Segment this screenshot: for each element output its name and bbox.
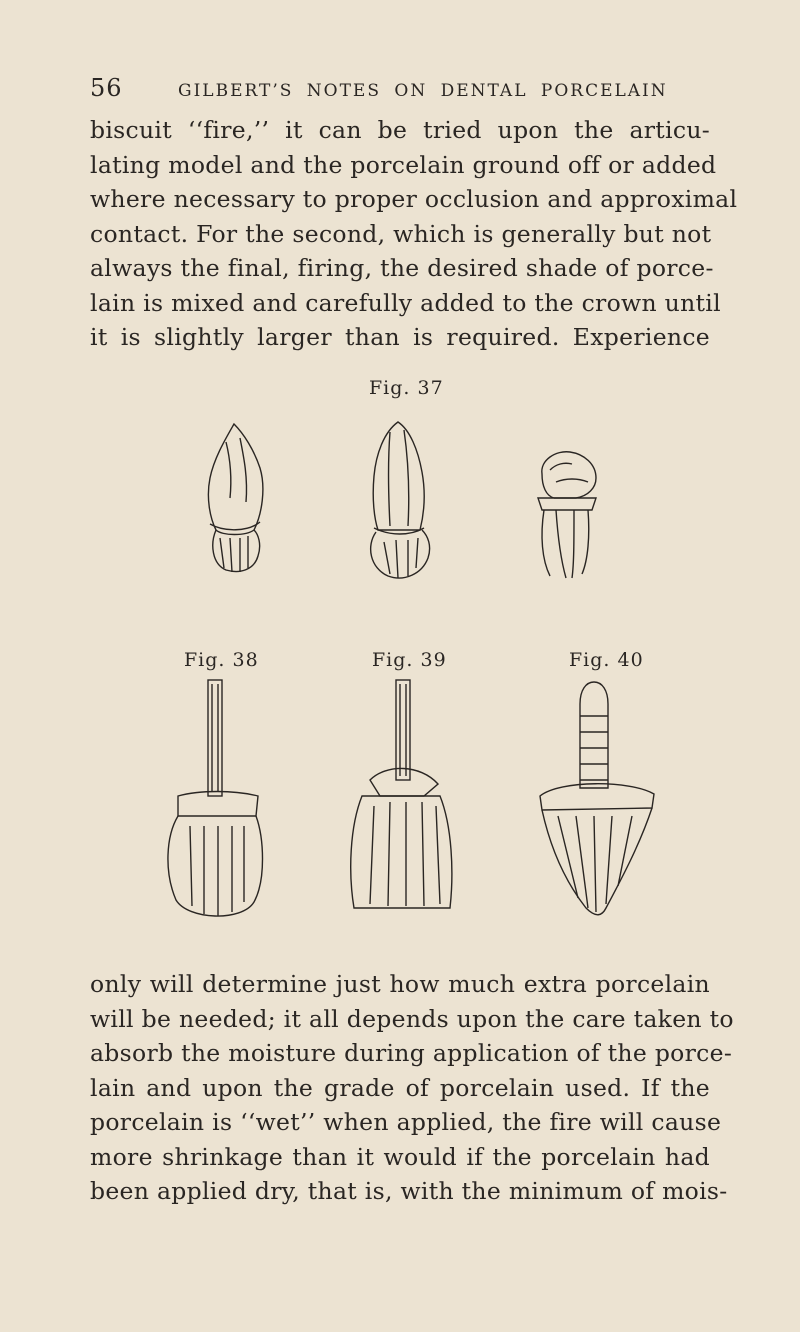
text-line: lain is mixed and carefully added to the crown until — [90, 288, 721, 317]
figure-37-tooth-center — [356, 418, 440, 582]
crown-on-post-illustration — [160, 676, 272, 926]
page-header — [90, 74, 710, 108]
tooth-illustration — [526, 444, 606, 584]
text-line: only will determine just how much extra porcelain — [90, 970, 710, 998]
figure-38-crown-illustration — [160, 676, 272, 926]
figure-label-40: Fig. 40 — [569, 649, 644, 671]
text-line: been applied dry, that is, with the minimum of mois- — [90, 1177, 728, 1205]
paragraph-top — [90, 113, 738, 355]
figure-label-37: Fig. 37 — [369, 377, 444, 399]
running-head: GILBERT’S NOTES ON DENTAL PORCELAIN — [178, 81, 668, 101]
text-line: biscuit ‘‘fire,’’ it can be tried upon the articu- — [90, 116, 710, 144]
text-line: always the final, firing, the desired shade of porce- — [90, 254, 714, 282]
text-line: where necessary to proper occlusion and approximal — [90, 185, 738, 213]
figure-39-crown-illustration — [340, 676, 464, 916]
figure-label-39: Fig. 39 — [372, 649, 447, 671]
crown-on-post-illustration — [530, 676, 664, 922]
text-line: contact. For the second, which is generally but not — [90, 219, 712, 248]
text-line: absorb the moisture during application of the porce- — [90, 1039, 733, 1067]
text-line: lain and upon the grade of porcelain used. If the — [90, 1073, 710, 1102]
tooth-illustration — [196, 418, 276, 578]
text-line: more shrinkage than it would if the porcelain had — [90, 1142, 710, 1171]
text-line: lating model and the porcelain ground off or added — [90, 150, 717, 179]
paragraph-bottom — [90, 967, 734, 1209]
page-number: 56 — [90, 74, 123, 102]
figure-40-crown-illustration — [530, 676, 664, 922]
figure-37-tooth-right — [526, 444, 606, 584]
tooth-illustration — [356, 418, 440, 582]
crown-on-post-illustration — [340, 676, 464, 916]
figure-37-tooth-left — [196, 418, 276, 578]
figure-label-38: Fig. 38 — [184, 649, 259, 671]
text-line: porcelain is ‘‘wet’’ when applied, the fire will cause — [90, 1108, 722, 1136]
text-line: will be needed; it all depends upon the care taken to — [90, 1004, 734, 1033]
text-line: it is slightly larger than is required. Experience — [90, 323, 710, 351]
